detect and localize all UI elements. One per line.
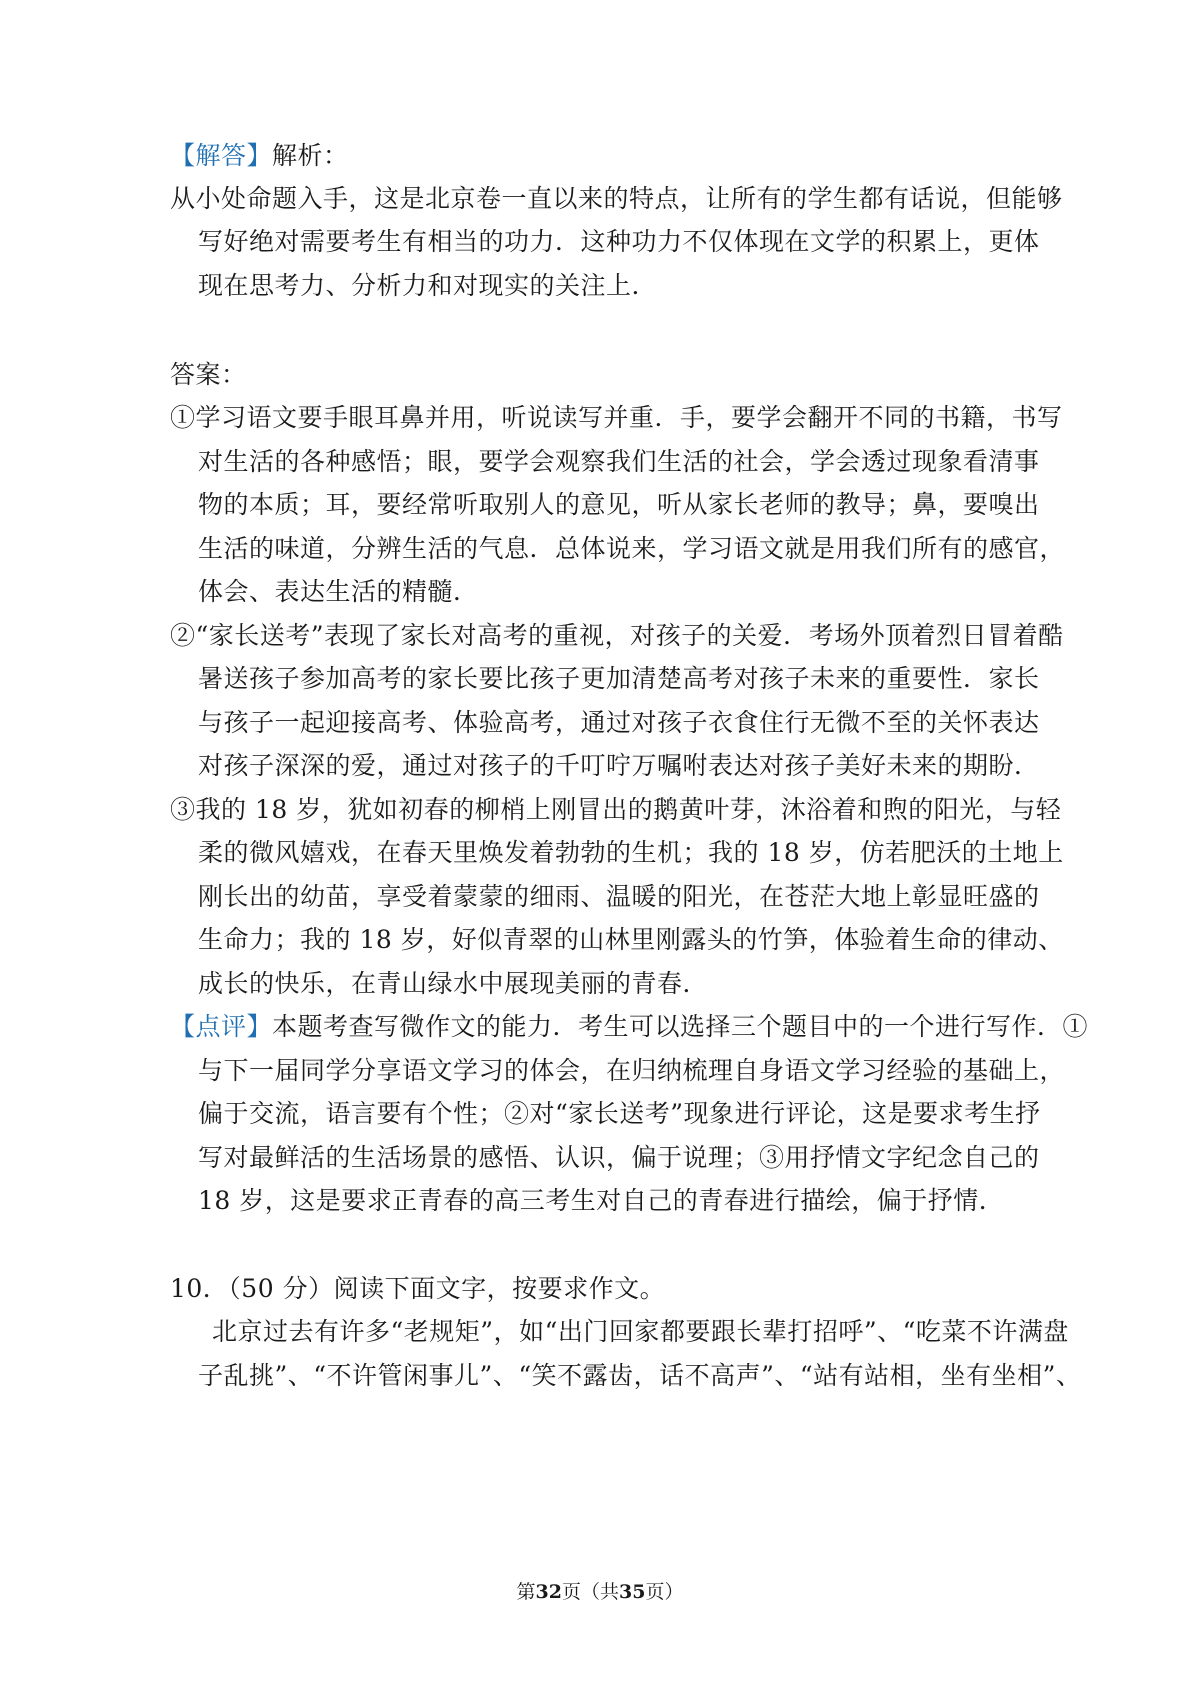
answer-item-1-line: 对生活的各种感悟；眼，要学会观察我们生活的社会，学会透过现象看清事 xyxy=(198,447,1040,476)
answer-item-2-line: 与孩子一起迎接高考、体验高考，通过对孩子衣食住行无微不至的关怀表达 xyxy=(198,708,1040,737)
comment-line: 写对最鲜活的生活场景的感悟、认识，偏于说理；③用抒情文字纪念自己的 xyxy=(198,1143,1040,1172)
answer-item-3-line: ③我的 18 岁，犹如初春的柳梢上刚冒出的鹅黄叶芽，沐浴着和煦的阳光，与轻 xyxy=(170,795,1062,824)
comment-line: 与下一届同学分享语文学习的体会，在归纳梳理自身语文学习经验的基础上， xyxy=(198,1056,1066,1085)
analysis-heading: 解析： xyxy=(272,141,349,170)
answer-label: 【解答】 xyxy=(170,141,273,170)
analysis-line: 现在思考力、分析力和对现实的关注上． xyxy=(198,271,658,300)
comment-line: 偏于交流，语言要有个性；②对“家长送考”现象进行评论，这是要求考生抒 xyxy=(198,1099,1041,1128)
analysis-line: 写好绝对需要考生有相当的功力．这种功力不仅体现在文学的积累上，更体 xyxy=(198,227,1040,256)
answer-heading: 答案： xyxy=(170,360,247,389)
answer-item-3-line: 刚长出的幼苗，享受着蒙蒙的细雨、温暖的阳光，在苍茫大地上彰显旺盛的 xyxy=(198,882,1040,911)
question-10-line: 子乱挑”、“不许管闲事儿”、“笑不露齿，话不高声”、“站有站相，坐有坐相”、 xyxy=(198,1361,1082,1390)
current-page-number: 32 xyxy=(535,1581,562,1603)
question-10-heading: 10．（50 分）阅读下面文字，按要求作文。 xyxy=(170,1274,666,1303)
answer-item-3-line: 成长的快乐，在青山绿水中展现美丽的青春． xyxy=(198,969,709,998)
answer-item-3-line: 生命力；我的 18 岁，好似青翠的山林里刚露头的竹笋，体验着生命的律动、 xyxy=(198,925,1064,954)
total-pages-number: 35 xyxy=(619,1581,646,1603)
page-footer: 第32页（共35页） xyxy=(516,1581,684,1603)
analysis-line: 从小处命题入手，这是北京卷一直以来的特点，让所有的学生都有话说，但能够 xyxy=(170,184,1063,213)
question-10-line: 北京过去有许多“老规矩”，如“出门回家都要跟长辈打招呼”、“吃菜不许满盘 xyxy=(212,1317,1069,1346)
answer-item-1-line: 体会、表达生活的精髓． xyxy=(198,577,479,606)
comment-text: 本题考查写微作文的能力．考生可以选择三个题目中的一个进行写作．① xyxy=(272,1012,1089,1041)
answer-item-3-line: 柔的微风嬉戏，在春天里焕发着勃勃的生机；我的 18 岁，仿若肥沃的土地上 xyxy=(198,838,1064,867)
answer-item-2-line: 对孩子深深的爱，通过对孩子的千叮咛万嘱咐表达对孩子美好未来的期盼． xyxy=(198,751,1040,780)
comment-label: 【点评】 xyxy=(170,1012,273,1041)
answer-item-2-line: ②“家长送考”表现了家长对高考的重视，对孩子的关爱．考场外顶着烈日冒着酷 xyxy=(170,621,1064,650)
comment-first-line xyxy=(170,1012,1088,1042)
answer-item-1-line: 物的本质；耳，要经常听取别人的意见，听从家长老师的教导；鼻，要嗅出 xyxy=(198,490,1040,519)
answer-label-line xyxy=(170,141,349,171)
answer-item-2-line: 暑送孩子参加高考的家长要比孩子更加清楚高考对孩子未来的重要性．家长 xyxy=(198,664,1040,693)
answer-item-1-line: 生活的味道，分辨生活的气息．总体说来，学习语文就是用我们所有的感官， xyxy=(198,534,1066,563)
answer-item-1-line: ①学习语文要手眼耳鼻并用，听说读写并重．手，要学会翻开不同的书籍，书写 xyxy=(170,403,1063,432)
comment-line: 18 岁，这是要求正青春的高三考生对自己的青春进行描绘，偏于抒情． xyxy=(198,1186,1005,1215)
